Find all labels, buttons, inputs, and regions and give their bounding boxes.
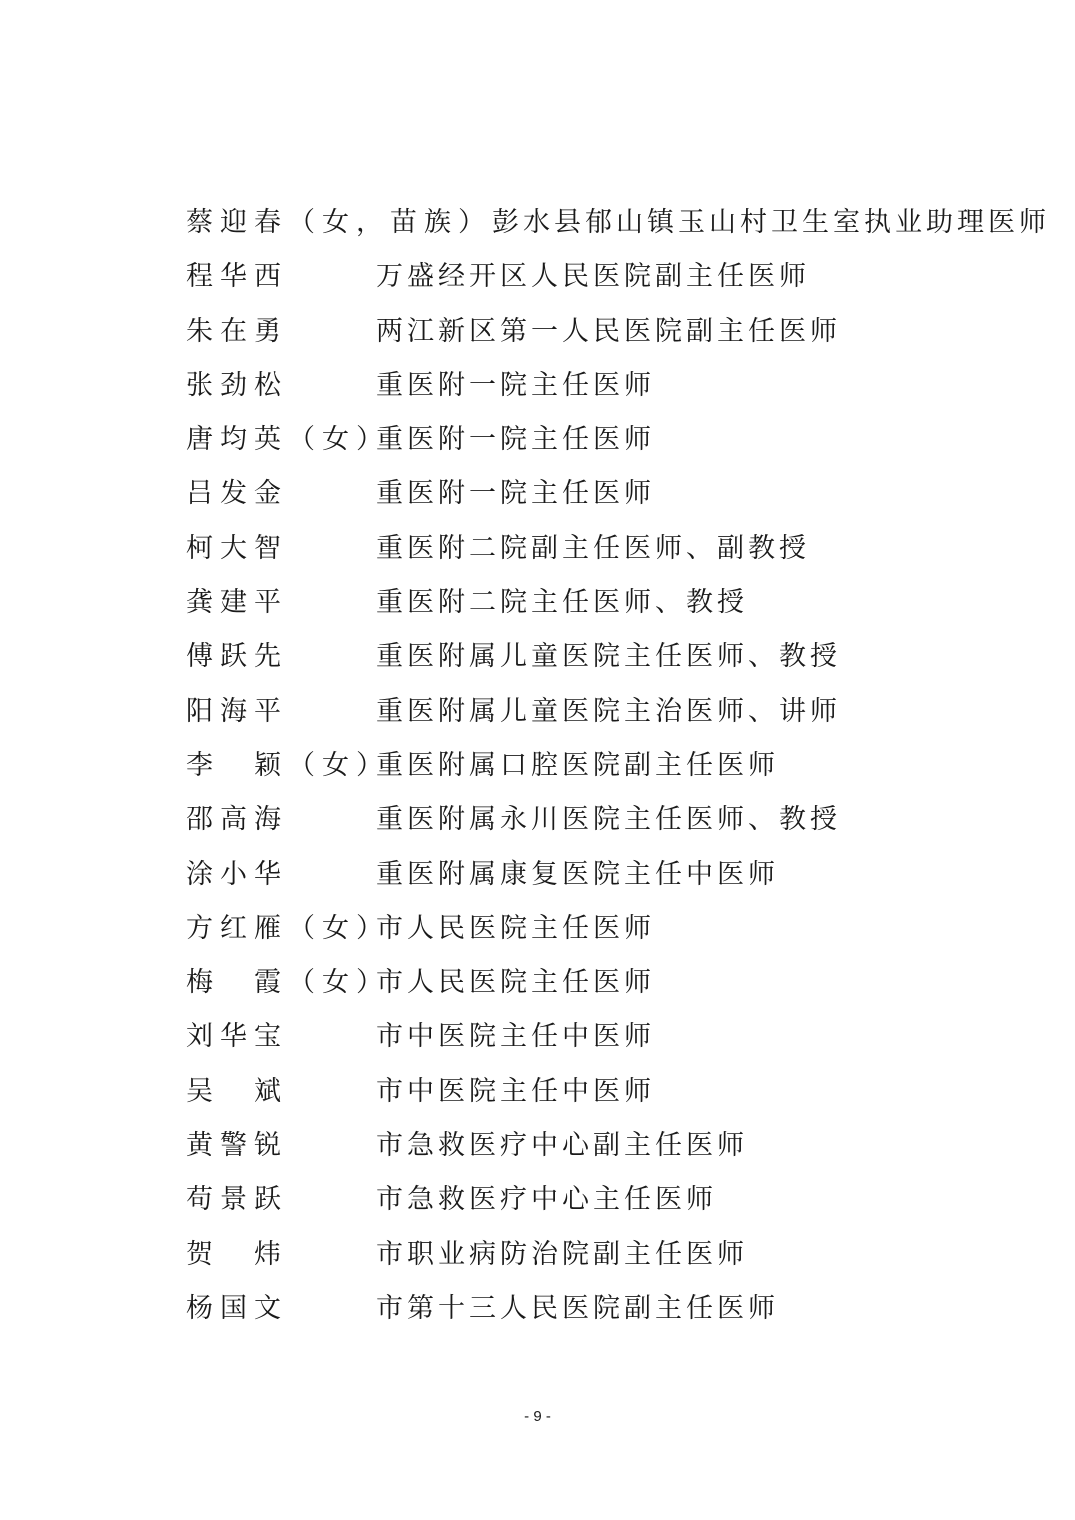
- person-name: 吴 斌: [186, 1075, 288, 1107]
- person-name: 黄警锐: [186, 1130, 288, 1162]
- person-title: 市第十三人民医院副主任医师: [376, 1292, 779, 1324]
- person-name: 贺 炜: [186, 1238, 288, 1270]
- person-name: 阳海平: [186, 695, 288, 727]
- person-title: 市急救医疗中心主任医师: [376, 1184, 717, 1216]
- person-name: 蔡迎春（女，苗族）: [186, 207, 492, 238]
- person-title: 两江新区第一人民医院副主任医师: [376, 315, 841, 347]
- person-title: 市人民医院主任医师: [376, 912, 655, 944]
- list-item: [186, 522, 986, 576]
- person-name: 梅 霞（女）: [186, 967, 390, 999]
- list-item: [186, 1282, 986, 1336]
- list-item: [186, 848, 986, 902]
- entry-list: [186, 196, 1050, 1336]
- person-title: 重医附一院主任医师: [376, 369, 655, 401]
- person-title: 重医附属儿童医院主治医师、讲师: [376, 695, 841, 727]
- person-title: 重医附属永川医院主任医师、教授: [376, 804, 841, 836]
- person-title: 市中医院主任中医师: [376, 1021, 655, 1053]
- person-title: 市中医院主任中医师: [376, 1075, 655, 1107]
- list-item: [186, 1119, 986, 1173]
- person-title: 重医附二院主任医师、教授: [376, 587, 748, 619]
- list-item: [186, 1065, 986, 1119]
- person-name: 龚建平: [186, 587, 288, 619]
- page-number: - 9 -: [524, 1408, 551, 1425]
- person-title: 彭水县郁山镇玉山村卫生室执业助理医师: [492, 207, 1050, 238]
- list-item: [186, 902, 986, 956]
- list-item: [186, 305, 986, 359]
- person-name: 朱在勇: [186, 315, 288, 347]
- list-item: [186, 1010, 986, 1064]
- list-item: [186, 1173, 986, 1227]
- person-name: 杨国文: [186, 1292, 288, 1324]
- person-name: 李 颖（女）: [186, 749, 390, 781]
- person-name: 邵高海: [186, 804, 288, 836]
- person-title: 重医附二院副主任医师、副教授: [376, 532, 810, 564]
- person-name: 张劲松: [186, 369, 288, 401]
- person-name: 刘华宝: [186, 1021, 288, 1053]
- list-item: [186, 1228, 986, 1282]
- person-name: 程华西: [186, 261, 288, 293]
- person-title: 重医附属口腔医院副主任医师: [376, 749, 779, 781]
- person-title: 重医附属康复医院主任中医师: [376, 858, 779, 890]
- person-title: 市人民医院主任医师: [376, 967, 655, 999]
- list-item: [186, 196, 1050, 250]
- list-item: [186, 630, 986, 684]
- list-item: [186, 359, 986, 413]
- list-item: [186, 956, 986, 1010]
- person-name: 涂小华: [186, 858, 288, 890]
- person-name: 傅跃先: [186, 641, 288, 673]
- person-name: 方红雁（女）: [186, 912, 390, 944]
- list-item: [186, 685, 986, 739]
- person-title: 市急救医疗中心副主任医师: [376, 1130, 748, 1162]
- list-item: [186, 413, 986, 467]
- person-title: 万盛经开区人民医院副主任医师: [376, 261, 810, 293]
- person-name: 唐均英（女）: [186, 424, 390, 456]
- list-item: [186, 793, 986, 847]
- list-item: [186, 576, 986, 630]
- person-title: 重医附一院主任医师: [376, 424, 655, 456]
- list-item: [186, 250, 986, 304]
- person-title: 市职业病防治院副主任医师: [376, 1238, 748, 1270]
- list-item: [186, 739, 986, 793]
- person-name: 柯大智: [186, 532, 288, 564]
- person-name: 苟景跃: [186, 1184, 288, 1216]
- person-title: 重医附一院主任医师: [376, 478, 655, 510]
- person-title: 重医附属儿童医院主任医师、教授: [376, 641, 841, 673]
- list-item: [186, 467, 986, 521]
- person-name: 吕发金: [186, 478, 288, 510]
